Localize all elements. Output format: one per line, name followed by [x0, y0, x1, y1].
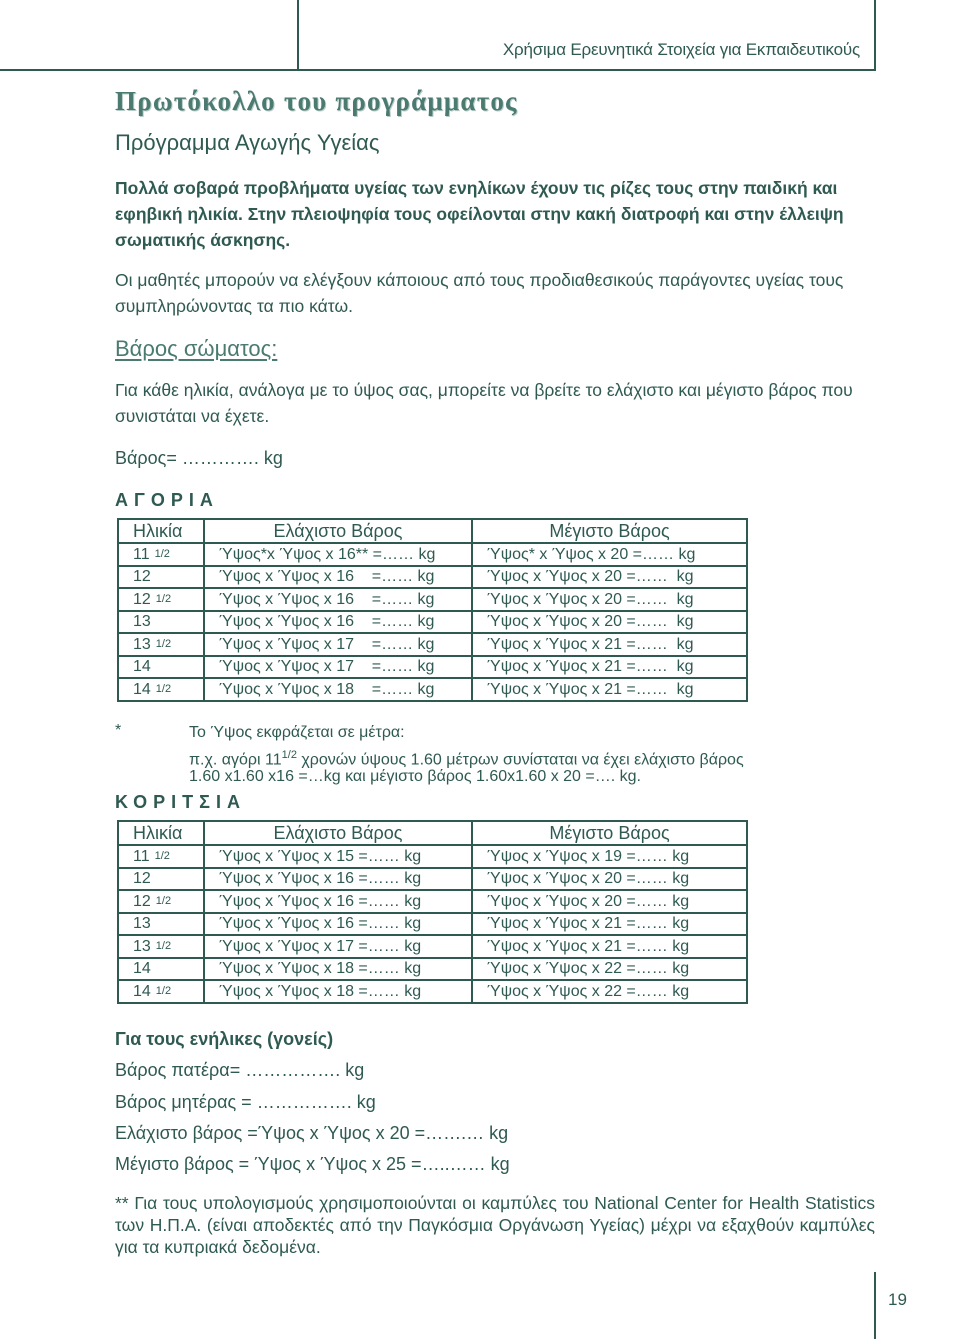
- note-text: π.χ. αγόρι 11: [189, 751, 282, 769]
- header-divider-left: [297, 0, 299, 71]
- min-weight-cell: Ύψος x Ύψος x 18 =…… kg: [204, 678, 472, 701]
- girls-weight-table: [117, 820, 748, 1004]
- age-column-header: Ηλικία: [118, 519, 204, 543]
- min-weight-cell: Ύψος x Ύψος x 16 =…… kg: [204, 890, 472, 913]
- note-marker: *: [115, 722, 122, 739]
- adults-heading: Για τους ενήλικες (γονείς): [115, 1029, 334, 1049]
- max-weight-cell: Ύψος x Ύψος x 20 =…… kg: [472, 566, 747, 588]
- age-value: 14: [133, 681, 151, 698]
- max-weight-cell: Ύψος* x Ύψος x 20 =…… kg: [472, 543, 747, 566]
- age-cell: [118, 913, 204, 935]
- min-weight-cell: Ύψος x Ύψος x 17 =…… kg: [204, 935, 472, 958]
- min-weight-cell: Ύψος x Ύψος x 16 =…… kg: [204, 913, 472, 935]
- boys-weight-table: [117, 518, 748, 702]
- table-row: [118, 543, 747, 566]
- table-row: [118, 913, 747, 935]
- header-rule: [0, 69, 875, 71]
- running-header: Χρήσιμα Ερευνητικά Στοιχεία για Εκπαιδευτικούς: [502, 40, 860, 59]
- table-row: [118, 678, 747, 701]
- min-weight-cell: Ύψος x Ύψος x 16 =…… kg: [204, 611, 472, 633]
- min-weight-cell: Ύψος x Ύψος x 17 =…… kg: [204, 633, 472, 656]
- age-value: 13: [133, 613, 151, 630]
- table-row: [118, 980, 747, 1003]
- max-weight-cell: Ύψος x Ύψος x 21 =…… kg: [472, 656, 747, 678]
- half-fraction: 1/2: [154, 548, 170, 560]
- age-cell: [118, 678, 204, 701]
- table-header-row: [118, 519, 747, 543]
- max-weight-column-header: Μέγιστο Βάρος: [472, 519, 747, 543]
- table-row: [118, 890, 747, 913]
- table-row: [118, 845, 747, 868]
- intro-paragraph-2: Οι μαθητές μπορούν να ελέγξουν κάποιους από τους προδιαθεσικούς παράγοντες υγείας τους συμπληρώνοντας τα πιο κάτω.: [115, 270, 844, 316]
- body-weight-heading: Βάρος σώματος:: [115, 336, 278, 361]
- age-value: 14: [133, 983, 151, 1000]
- header-divider-right: [874, 0, 876, 71]
- age-value: 11: [133, 848, 150, 865]
- page-title: Πρωτόκολλο του προγράμματος: [115, 86, 518, 116]
- table-row: [118, 588, 747, 611]
- max-weight-cell: Ύψος x Ύψος x 21 =…… kg: [472, 633, 747, 656]
- max-weight-cell: Ύψος x Ύψος x 21 =…… kg: [472, 935, 747, 958]
- table-row: [118, 566, 747, 588]
- page-number: 19: [888, 1290, 907, 1309]
- age-cell: [118, 611, 204, 633]
- age-value: 13: [133, 938, 151, 955]
- father-weight-line: Βάρος πατέρα= ……………. kg: [115, 1060, 365, 1080]
- age-cell: [118, 656, 204, 678]
- half-fraction: 1/2: [155, 940, 172, 952]
- body-weight-text: Για κάθε ηλικία, ανάλογα με το ύψος σας, μπορείτε να βρείτε το ελάχιστο και μέγιστο βάρος που συνιστάται να έχετε.: [115, 380, 853, 426]
- adult-min-weight-line: Ελάχιστο βάρος =Ύψος x Ύψος x 20 =…….… kg: [115, 1123, 509, 1143]
- max-weight-cell: Ύψος x Ύψος x 20 =…… kg: [472, 611, 747, 633]
- age-value: 11: [133, 546, 150, 563]
- min-weight-cell: Ύψος x Ύψος x 17 =…… kg: [204, 656, 472, 678]
- girls-heading: ΚΟΡΙΤΣΙΑ: [115, 792, 246, 812]
- min-weight-cell: Ύψος x Ύψος x 18 =…… kg: [204, 980, 472, 1003]
- age-value: 14: [133, 658, 151, 675]
- page-subtitle: Πρόγραμμα Αγωγής Υγείας: [115, 130, 380, 155]
- age-cell: [118, 633, 204, 656]
- age-column-header: Ηλικία: [118, 821, 204, 845]
- age-cell: [118, 543, 204, 566]
- page-number-rule: [874, 1272, 876, 1339]
- max-weight-cell: Ύψος x Ύψος x 20 =…… kg: [472, 868, 747, 890]
- min-weight-cell: Ύψος x Ύψος x 16 =…… kg: [204, 588, 472, 611]
- max-weight-cell: Ύψος x Ύψος x 20 =…… kg: [472, 588, 747, 611]
- age-cell: [118, 958, 204, 980]
- age-value: 14: [133, 960, 151, 977]
- age-cell: [118, 588, 204, 611]
- table-row: [118, 611, 747, 633]
- age-value: 13: [133, 915, 151, 932]
- max-weight-cell: Ύψος x Ύψος x 21 =…… kg: [472, 678, 747, 701]
- age-cell: [118, 980, 204, 1003]
- weight-line: Βάρος= …………. kg: [115, 448, 283, 468]
- age-value: 12: [133, 870, 151, 887]
- mother-weight-line: Βάρος μητέρας = ……………. kg: [115, 1092, 376, 1112]
- age-value: 12: [133, 893, 151, 910]
- note-line-1: Το Ύψος εκφράζεται σε μέτρα:: [189, 724, 405, 741]
- adult-max-weight-line: Μέγιστο βάρος = Ύψος x Ύψος x 25 =…..…… kg: [115, 1154, 510, 1174]
- table-row: [118, 656, 747, 678]
- half-fraction: 1/2: [155, 985, 172, 997]
- half-fraction: 1/2: [155, 593, 172, 605]
- table-row: [118, 868, 747, 890]
- half-fraction: 1/2: [155, 683, 172, 695]
- min-weight-cell: Ύψος x Ύψος x 16 =…… kg: [204, 868, 472, 890]
- note-superscript: 1/2: [281, 749, 297, 761]
- min-weight-cell: Ύψος x Ύψος x 18 =…… kg: [204, 958, 472, 980]
- min-weight-cell: Ύψος*x Ύψος x 16** =…… kg: [204, 543, 472, 566]
- age-cell: [118, 845, 204, 868]
- table-row: [118, 633, 747, 656]
- note-text-continued: χρονών ύψους 1.60 μέτρων συνίσταται να έχει ελάχιστο βάρος: [296, 751, 744, 769]
- max-weight-cell: Ύψος x Ύψος x 21 =…… kg: [472, 913, 747, 935]
- age-cell: [118, 868, 204, 890]
- footnote: ** Για τους υπολογισμούς χρησιμοποιούνται οι καμπύλες του National Center for Health Statistics των Η.Π.Α. (είναι αποδεκτές από την Παγκόσμια Οργάνωση Υγείας) μέχρι να εξαχθούν καμπύλες για τα κυπριακά δεδομένα.: [115, 1193, 875, 1257]
- half-fraction: 1/2: [155, 638, 172, 650]
- age-value: 13: [133, 636, 151, 653]
- half-fraction: 1/2: [154, 850, 170, 862]
- age-cell: [118, 935, 204, 958]
- table-header-row: [118, 821, 747, 845]
- min-weight-cell: Ύψος x Ύψος x 16 =…… kg: [204, 566, 472, 588]
- max-weight-cell: Ύψος x Ύψος x 22 =…… kg: [472, 958, 747, 980]
- table-row: [118, 935, 747, 958]
- max-weight-cell: Ύψος x Ύψος x 22 =…… kg: [472, 980, 747, 1003]
- min-weight-column-header: Ελάχιστο Βάρος: [204, 821, 472, 845]
- note-line-3: 1.60 x1.60 x16 =…kg και μέγιστο βάρος 1.60x1.60 x 20 =…. kg.: [189, 768, 641, 785]
- table-row: [118, 958, 747, 980]
- min-weight-cell: Ύψος x Ύψος x 15 =…… kg: [204, 845, 472, 868]
- age-cell: [118, 890, 204, 913]
- age-value: 12: [133, 568, 151, 585]
- max-weight-column-header: Μέγιστο Βάρος: [472, 821, 747, 845]
- half-fraction: 1/2: [155, 895, 172, 907]
- min-weight-column-header: Ελάχιστο Βάρος: [204, 519, 472, 543]
- age-cell: [118, 566, 204, 588]
- intro-paragraph: Πολλά σοβαρά προβλήματα υγείας των ενηλίκων έχουν τις ρίζες τους στην παιδική και εφηβική ηλικία. Στην πλειοψηφία τους οφείλονται στην κακή διατροφή και στην έλλειψη σωματικής άσκησης.: [115, 178, 844, 250]
- age-value: 12: [133, 591, 151, 608]
- max-weight-cell: Ύψος x Ύψος x 20 =…… kg: [472, 890, 747, 913]
- boys-heading: ΑΓΟΡΙΑ: [115, 490, 219, 510]
- max-weight-cell: Ύψος x Ύψος x 19 =…… kg: [472, 845, 747, 868]
